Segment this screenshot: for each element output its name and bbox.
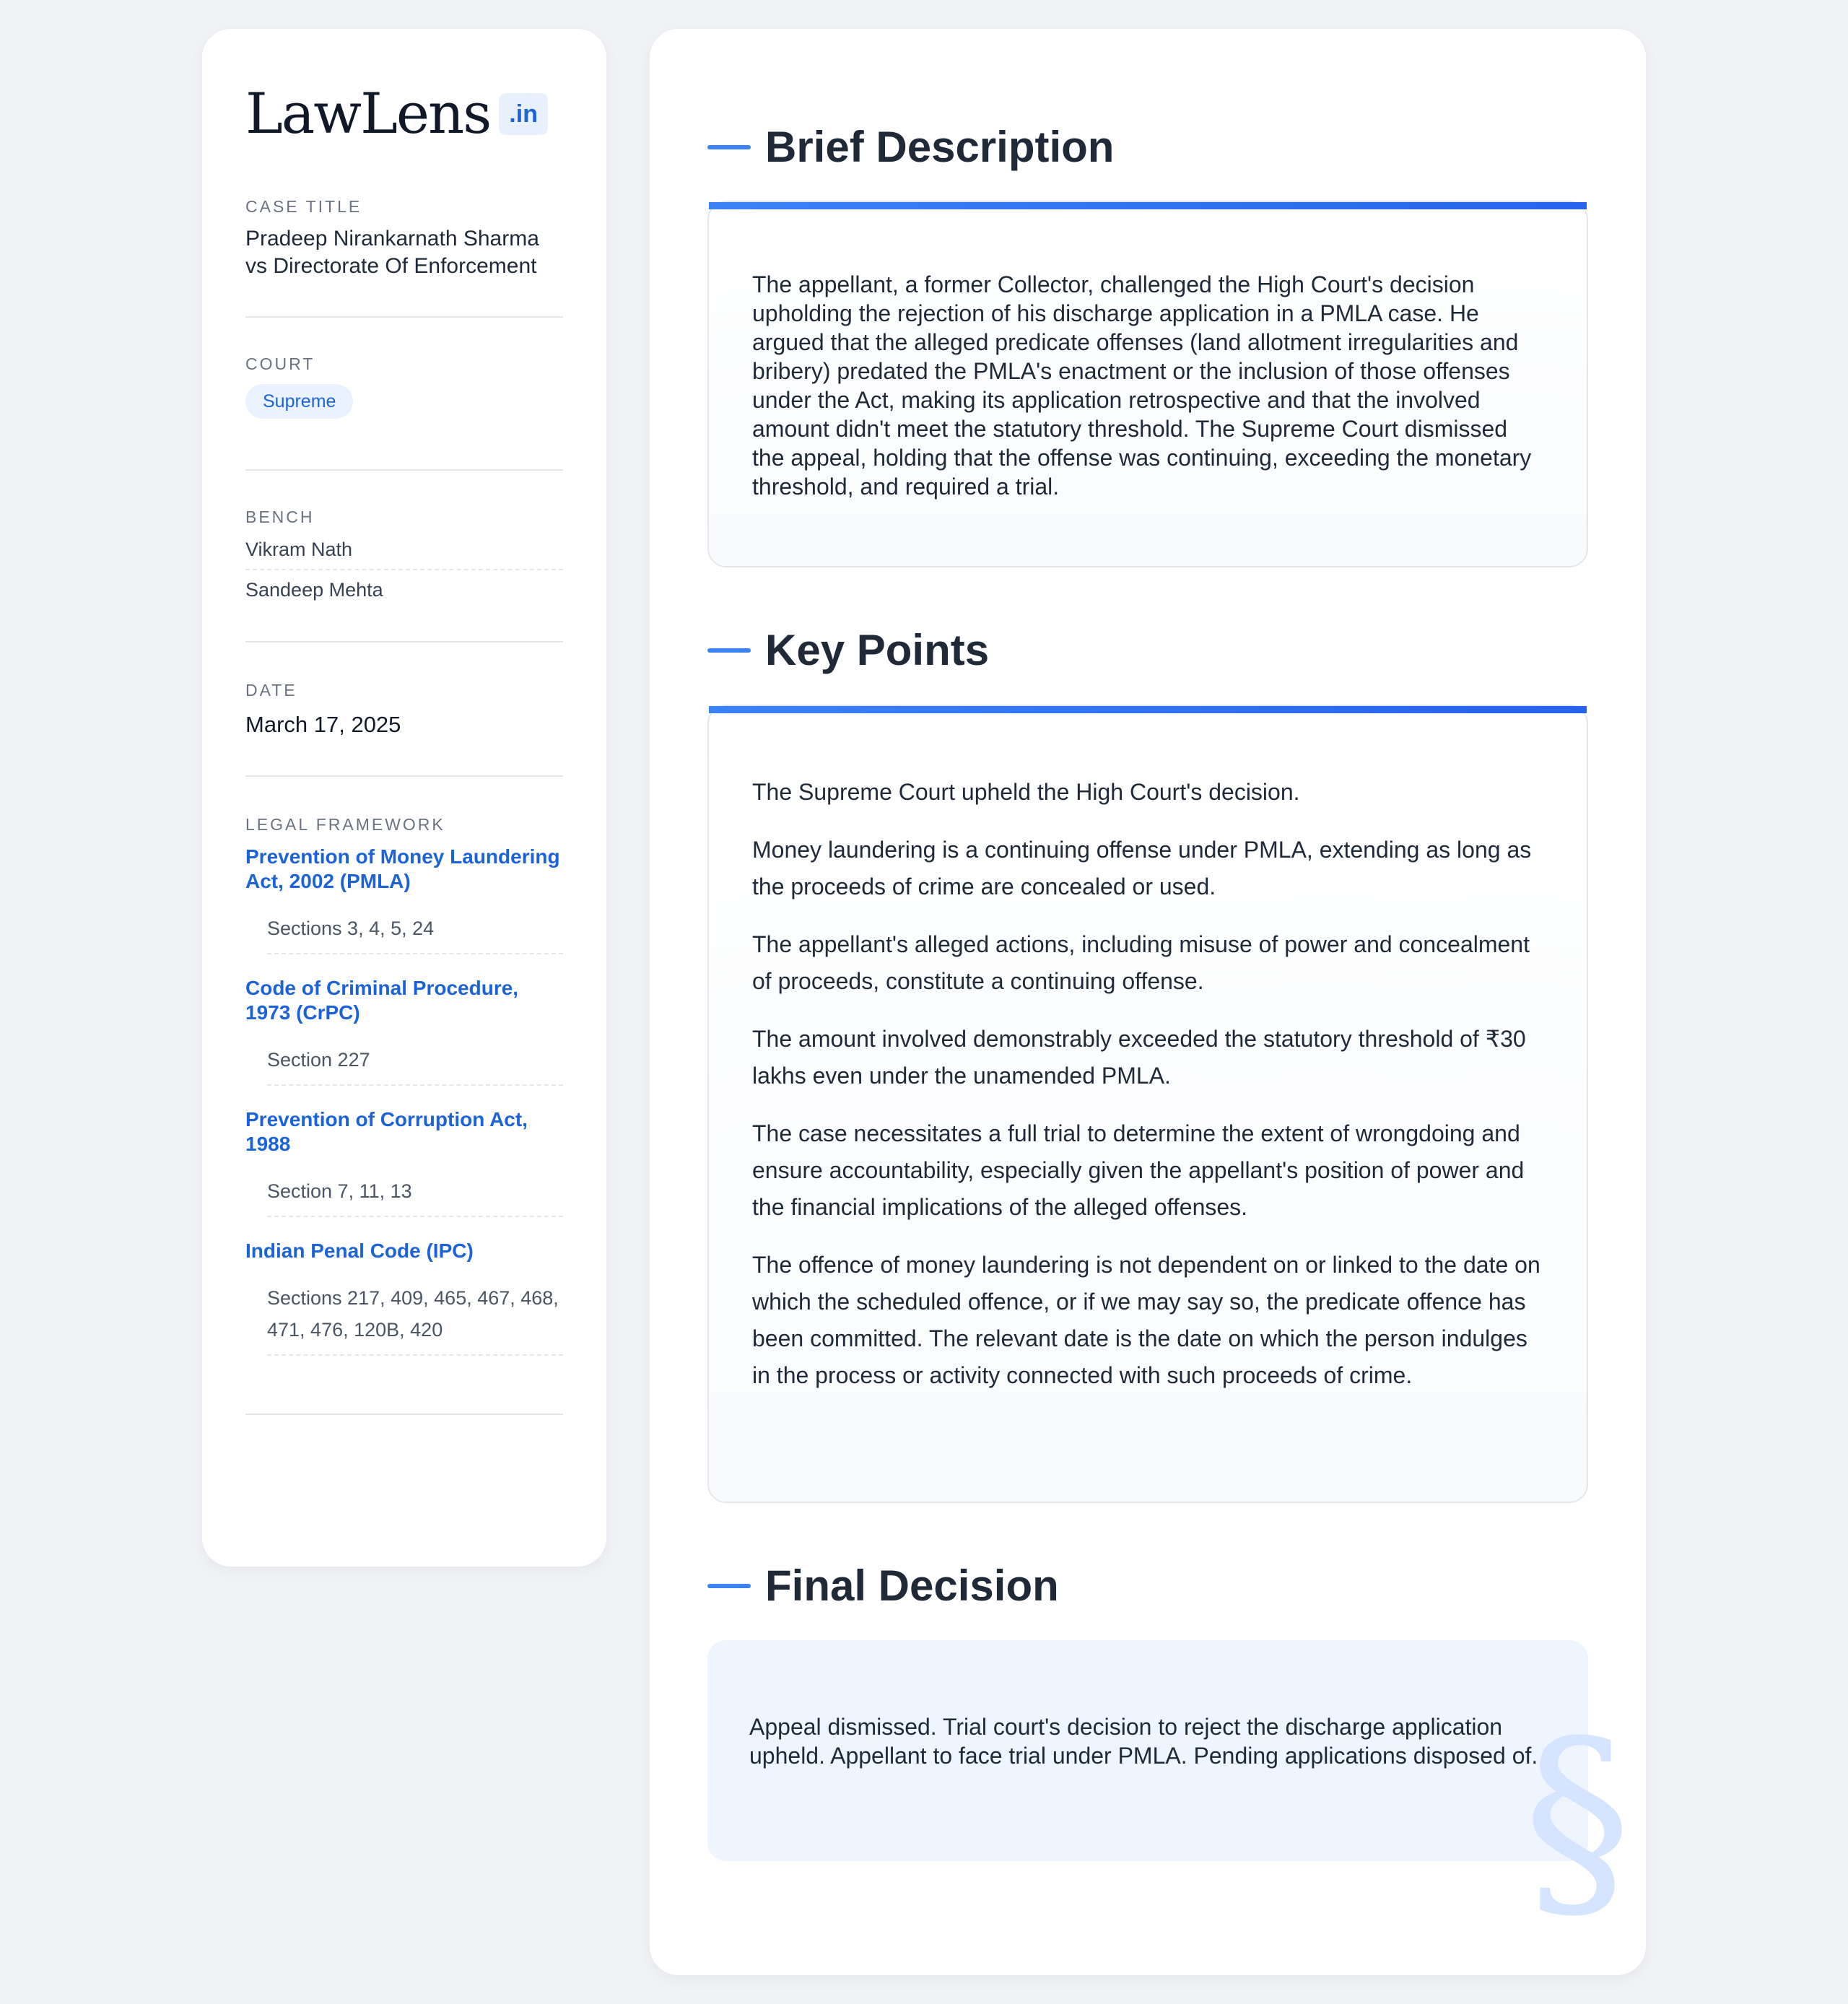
section-sign-icon: § xyxy=(1523,1694,1631,1946)
court-badge: Supreme xyxy=(245,384,353,419)
legal-framework-section xyxy=(245,814,563,1415)
brief-heading xyxy=(707,118,1114,176)
key-points-card xyxy=(707,705,1588,1503)
act-sections-pca: Section 7, 11, 13 xyxy=(267,1175,563,1217)
date-value: March 17, 2025 xyxy=(245,712,401,737)
case-main-content xyxy=(650,29,1646,1975)
act-link-crpc[interactable]: Code of Criminal Procedure, 1973 (CrPC) xyxy=(245,977,519,1024)
act-link-pca[interactable]: Prevention of Corruption Act, 1988 xyxy=(245,1108,528,1155)
act-sections-pmla: Sections 3, 4, 5, 24 xyxy=(267,912,563,954)
brief-title: Brief Description xyxy=(765,123,1115,171)
key-points-title: Key Points xyxy=(765,626,990,674)
case-title-section xyxy=(245,196,563,318)
logo[interactable] xyxy=(245,78,563,150)
final-decision-title: Final Decision xyxy=(765,1561,1059,1610)
act-link-pmla[interactable]: Prevention of Money Laundering Act, 2002 (PMLA) xyxy=(245,845,560,892)
key-point-item: The amount involved demonstrably exceeded the statutory threshold of ₹30 lakhs even under the unamended PMLA. xyxy=(752,1026,1526,1089)
bench-section xyxy=(245,507,563,642)
case-title-value: Pradeep Nirankarnath Sharma vs Directorate Of Enforcement xyxy=(245,227,539,278)
date-section xyxy=(245,680,563,777)
bench-judge: Sandeep Mehta xyxy=(245,579,383,601)
final-decision-heading xyxy=(707,1557,1059,1615)
key-point-item: Money laundering is a continuing offense under PMLA, extending as long as the proceeds of crime are concealed or used. xyxy=(752,837,1532,899)
act-link-ipc[interactable]: Indian Penal Code (IPC) xyxy=(245,1240,474,1262)
act-sections-crpc: Section 227 xyxy=(267,1044,563,1086)
key-point-item: The offence of money laundering is not dependent on or linked to the date on which the scheduled offence, or if we may say so, the predicate offence has been committed. The relevant date is the date on which the person indulges in the process or activity connected with such proceeds of crime. xyxy=(752,1252,1540,1388)
logo-text: LawLens xyxy=(245,82,491,147)
final-decision-text: Appeal dismissed. Trial court's decision to reject the discharge application upheld. Appellant to face trial under PMLA. Pending applications disposed of. xyxy=(749,1714,1538,1769)
bench-label: BENCH xyxy=(245,507,315,526)
final-decision-card xyxy=(707,1640,1631,1946)
key-point-item: The Supreme Court upheld the High Court's decision. xyxy=(752,779,1300,805)
key-points-list xyxy=(709,713,1587,1394)
card-accent-bar xyxy=(709,706,1587,713)
act-sections-ipc: Sections 217, 409, 465, 467, 468, 471, 476, 120B, 420 xyxy=(267,1282,563,1356)
key-point-item: The case necessitates a full trial to determine the extent of wrongdoing and ensure accountability, especially given the appellant's position of power and the financial implications of the alleged offenses. xyxy=(752,1120,1525,1220)
brief-text: The appellant, a former Collector, challenged the High Court's decision upholding the rejection of his discharge application in a PMLA case. He argued that the alleged predicate offenses (land allotment irregularities and bribery) predated the PMLA's enactment or the inclusion of those offenses under the Act, making its application retrospective and that the involved amount didn't meet the statutory threshold. The Supreme Court dismissed the appeal, holding that the offense was continuing, exceeding the monetary threshold, and required a trial. xyxy=(752,271,1532,500)
bench-list xyxy=(245,530,563,609)
key-point-item: The appellant's alleged actions, including misuse of power and concealment of proceeds, constitute a continuing offense. xyxy=(752,931,1530,994)
bench-judge: Vikram Nath xyxy=(245,530,563,570)
logo-domain-badge: .in xyxy=(499,93,548,135)
key-points-heading xyxy=(707,622,989,679)
court-section xyxy=(245,354,563,471)
heading-accent-dash xyxy=(707,648,751,653)
legal-framework-label: LEGAL FRAMEWORK xyxy=(245,815,445,834)
heading-accent-dash xyxy=(707,1584,751,1588)
case-title-label: CASE TITLE xyxy=(245,197,362,216)
court-label: COURT xyxy=(245,354,315,373)
date-label: DATE xyxy=(245,681,297,700)
case-sidebar xyxy=(202,29,606,1567)
heading-accent-dash xyxy=(707,145,751,149)
card-accent-bar xyxy=(709,202,1587,209)
brief-card xyxy=(707,201,1588,567)
